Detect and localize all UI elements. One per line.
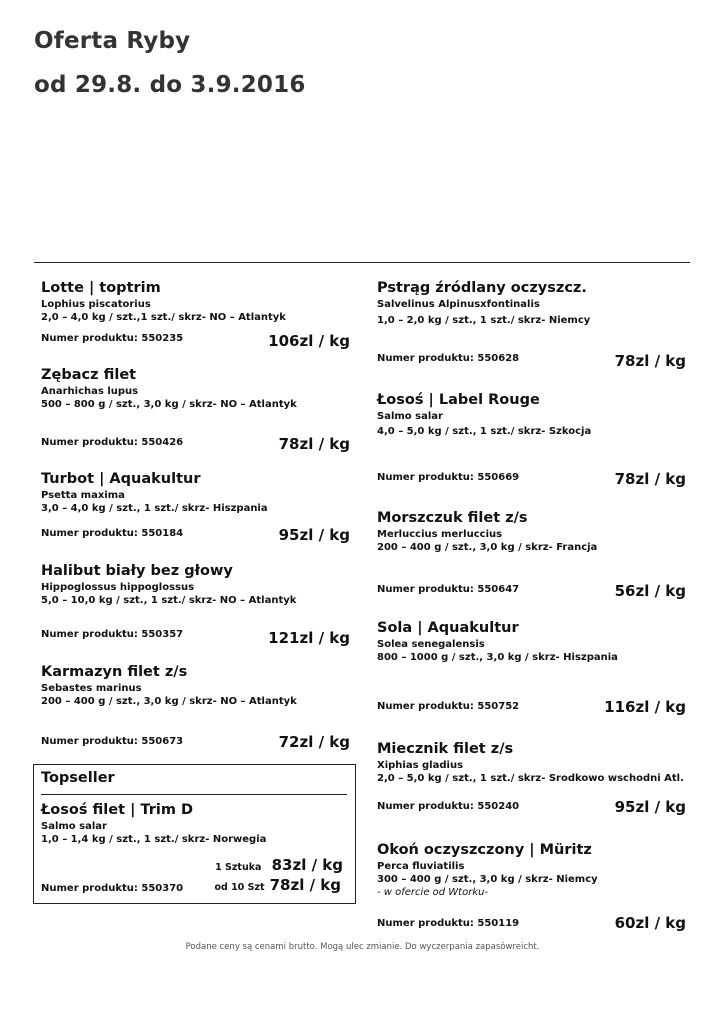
price-tier-1 <box>215 855 343 874</box>
product-item <box>41 664 297 708</box>
product-spec: 1,0 – 2,0 kg / szt., 1 szt./ skrz- Niemcy <box>377 315 591 326</box>
product-item <box>41 280 286 324</box>
product-spec: 200 – 400 g / szt., 3,0 kg / skrz- NO – Atlantyk <box>41 696 297 707</box>
product-name: Okoń oczyszczony | Müritz <box>377 842 592 858</box>
product-price: 72zl / kg <box>278 733 350 751</box>
product-spec: 2,0 – 5,0 kg / szt., 1 szt./ skrz- Srodkowo wschodni Atl. <box>377 773 684 784</box>
product-item <box>41 367 297 411</box>
product-code: Numer produktu: 550752 <box>377 701 520 712</box>
product-price: 78zl / kg <box>278 435 350 453</box>
product-name: Łosoś filet | Trim D <box>41 802 194 818</box>
product-name: Miecznik filet z/s <box>377 741 514 757</box>
product-code: Numer produktu: 550235 <box>41 333 184 344</box>
product-price: 60zl / kg <box>614 914 686 932</box>
product-code: Numer produktu: 550426 <box>41 437 184 448</box>
product-spec: 3,0 – 4,0 kg / szt., 1 szt./ skrz- Hiszpania <box>41 503 268 514</box>
product-item <box>377 842 598 899</box>
product-item <box>377 741 684 785</box>
page-title: Oferta Ryby <box>34 28 191 54</box>
product-latin-name: Perca fluviatilis <box>377 861 465 872</box>
product-code: Numer produktu: 550628 <box>377 353 520 364</box>
product-code: Numer produktu: 550119 <box>377 918 520 929</box>
product-price: 78zl / kg <box>269 876 341 894</box>
product-item <box>377 620 618 664</box>
product-code: Numer produktu: 550647 <box>377 584 520 595</box>
product-code: Numer produktu: 550240 <box>377 801 520 812</box>
topseller-box <box>33 764 356 904</box>
quantity-label: 1 Sztuka <box>215 862 262 873</box>
product-spec: 1,0 – 1,4 kg / szt., 1 szt./ skrz- Norwegia <box>41 834 267 845</box>
product-spec: 200 – 400 g / szt., 3,0 kg / skrz- Francja <box>377 542 598 553</box>
product-name: Łosoś | Label Rouge <box>377 392 540 408</box>
footer-disclaimer: Podane ceny są cenami brutto. Mogą ulec zmianie. Do wyczerpania zapasówreicht. <box>185 942 540 952</box>
product-latin-name: Psetta maxima <box>41 490 125 501</box>
product-latin-name: Salmo salar <box>41 821 107 832</box>
product-price: 95zl / kg <box>614 798 686 816</box>
product-latin-name: Merluccius merluccius <box>377 529 503 540</box>
product-code: Numer produktu: 550370 <box>41 883 184 894</box>
product-name: Zębacz filet <box>41 367 137 383</box>
product-latin-name: Sebastes marinus <box>41 683 142 694</box>
product-item <box>377 510 597 554</box>
product-latin-name: Salmo salar <box>377 411 443 422</box>
product-price: 83zl / kg <box>271 856 343 874</box>
product-spec: 2,0 – 4,0 kg / szt.,1 szt./ skrz- NO – Atlantyk <box>41 312 286 323</box>
product-spec: 4,0 – 5,0 kg / szt., 1 szt./ skrz- Szkocja <box>377 426 592 437</box>
product-name: Pstrąg źródlany oczyszcz. <box>377 280 587 296</box>
product-latin-name: Hippoglossus hippoglossus <box>41 582 195 593</box>
product-name: Karmazyn filet z/s <box>41 664 188 680</box>
product-spec: 300 – 400 g / szt., 3,0 kg / skrz- Niemcy <box>377 874 598 885</box>
price-tier-2 <box>214 875 341 894</box>
product-name: Turbot | Aquakultur <box>41 471 201 487</box>
product-code: Numer produktu: 550669 <box>377 472 520 483</box>
quantity-label: od 10 Szt <box>214 882 265 893</box>
product-item <box>41 802 266 846</box>
product-code: Numer produktu: 550673 <box>41 736 184 747</box>
product-note: - w ofercie od Wtorku- <box>377 887 489 898</box>
product-latin-name: Anarhichas lupus <box>41 386 139 397</box>
product-latin-name: Lophius piscatorius <box>41 299 151 310</box>
product-name: Morszczuk filet z/s <box>377 510 528 526</box>
product-latin-name: Solea senegalensis <box>377 639 485 650</box>
product-price: 56zl / kg <box>614 582 686 600</box>
product-code: Numer produktu: 550184 <box>41 528 184 539</box>
product-item <box>41 471 268 515</box>
product-code: Numer produktu: 550357 <box>41 629 184 640</box>
product-spec: 5,0 – 10,0 kg / szt., 1 szt./ skrz- NO – Atlantyk <box>41 595 297 606</box>
date-range: od 29.8. do 3.9.2016 <box>34 72 306 98</box>
topseller-divider <box>41 794 347 795</box>
product-item <box>41 563 296 607</box>
product-item <box>377 280 590 327</box>
product-price: 78zl / kg <box>614 352 686 370</box>
product-price: 116zl / kg <box>604 698 686 716</box>
header-divider <box>34 262 690 263</box>
product-spec: 500 – 800 g / szt., 3,0 kg / skrz- NO – Atlantyk <box>41 399 297 410</box>
product-spec: 800 – 1000 g / szt., 3,0 kg / skrz- Hiszpania <box>377 652 618 663</box>
product-name: Sola | Aquakultur <box>377 620 519 636</box>
product-price: 121zl / kg <box>268 629 350 647</box>
product-latin-name: Salvelinus Alpinusxfontinalis <box>377 299 540 310</box>
topseller-label: Topseller <box>41 770 115 786</box>
product-price: 78zl / kg <box>614 470 686 488</box>
product-price: 106zl / kg <box>268 332 350 350</box>
product-latin-name: Xiphias gladius <box>377 760 464 771</box>
product-name: Halibut biały bez głowy <box>41 563 233 579</box>
product-price: 95zl / kg <box>278 526 350 544</box>
product-item <box>377 392 591 438</box>
product-name: Lotte | toptrim <box>41 280 161 296</box>
